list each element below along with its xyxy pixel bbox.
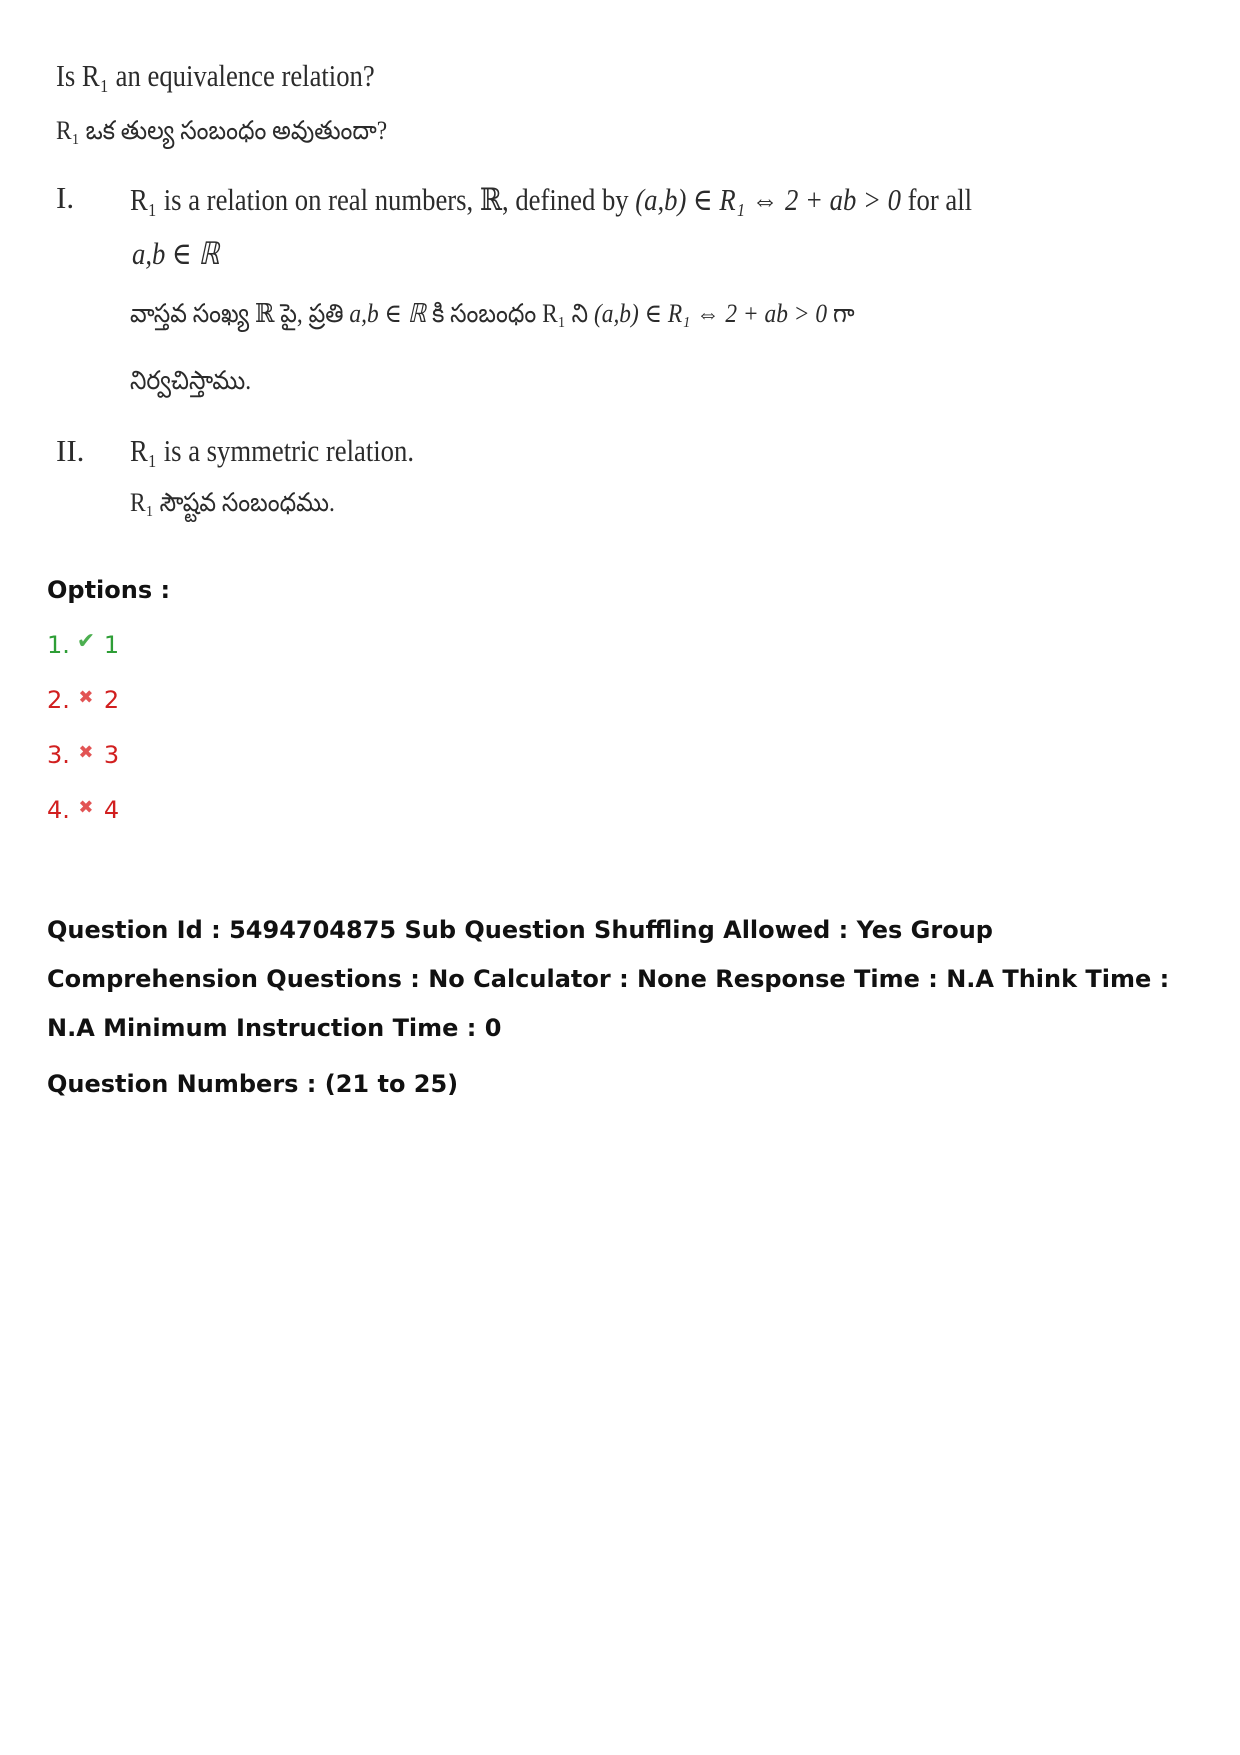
question-image — [56, 50, 973, 540]
option-value: 4 — [103, 796, 120, 824]
check-icon: ✔ — [76, 629, 96, 654]
statement-ii-te: R₁ సౌష్టవ సంబంధము. — [130, 488, 335, 517]
option-1 — [47, 630, 119, 662]
statement-ii-numeral: II. — [56, 433, 85, 468]
option-4 — [47, 795, 119, 828]
statement-i-math: (a,b) ∈ R₁ ⇔ 2 + ab > 0 — [635, 182, 901, 217]
statement-i-en-end: for all — [907, 182, 973, 217]
option-number: 1. — [47, 631, 70, 659]
options-heading: Options : — [47, 576, 171, 604]
option-3 — [47, 740, 119, 773]
option-number: 4. — [47, 796, 70, 824]
statement-i-te-math: (a,b) ∈ R₁ ⇔ 2 + ab > 0 — [593, 299, 828, 328]
statement-i-domain: a,b ∈ ℝ — [132, 236, 220, 271]
option-number: 3. — [47, 741, 70, 769]
question-title-en: Is R₁ an equivalence relation? — [56, 58, 375, 93]
option-2 — [47, 685, 119, 718]
question-numbers: Question Numbers : (21 to 25) — [47, 1070, 459, 1098]
question-metadata: Question Id : 5494704875 Sub Question Shuffling Allowed : Yes Group Comprehension Questions : No Calculator : None Response Time : N.A Think Time : N.A Minimum Instruction Time : 0 — [47, 916, 1170, 1042]
option-value: 3 — [103, 741, 120, 769]
statement-i-numeral: I. — [56, 180, 75, 215]
statement-i-en — [130, 182, 972, 218]
statement-i-te-text-1: వాస్తవ సంఖ్య ℝ పై, ప్రతి — [130, 299, 344, 328]
statement-ii-en: R₁ is a symmetric relation. — [130, 433, 414, 468]
option-value: 2 — [103, 686, 120, 714]
statement-i-te-end: నిర్వచిస్తాము. — [130, 366, 252, 395]
option-number: 2. — [47, 686, 70, 714]
statement-i-en-text: R₁ is a relation on real numbers, ℝ, defined by — [130, 182, 629, 217]
statement-i-te — [130, 296, 855, 332]
statement-i-te-text-2: కి సంబంధం R₁ ని — [432, 299, 589, 328]
statement-i-te-text-3: గా — [832, 299, 855, 328]
question-title-te: R₁ ఒక తుల్య సంబంధం అవుతుందా? — [56, 116, 388, 145]
option-value: 1 — [103, 631, 120, 659]
cross-icon: ✖ — [78, 687, 94, 708]
cross-icon: ✖ — [78, 742, 94, 763]
cross-icon: ✖ — [78, 797, 94, 818]
statement-i-te-domain: a,b ∈ ℝ — [349, 299, 427, 328]
